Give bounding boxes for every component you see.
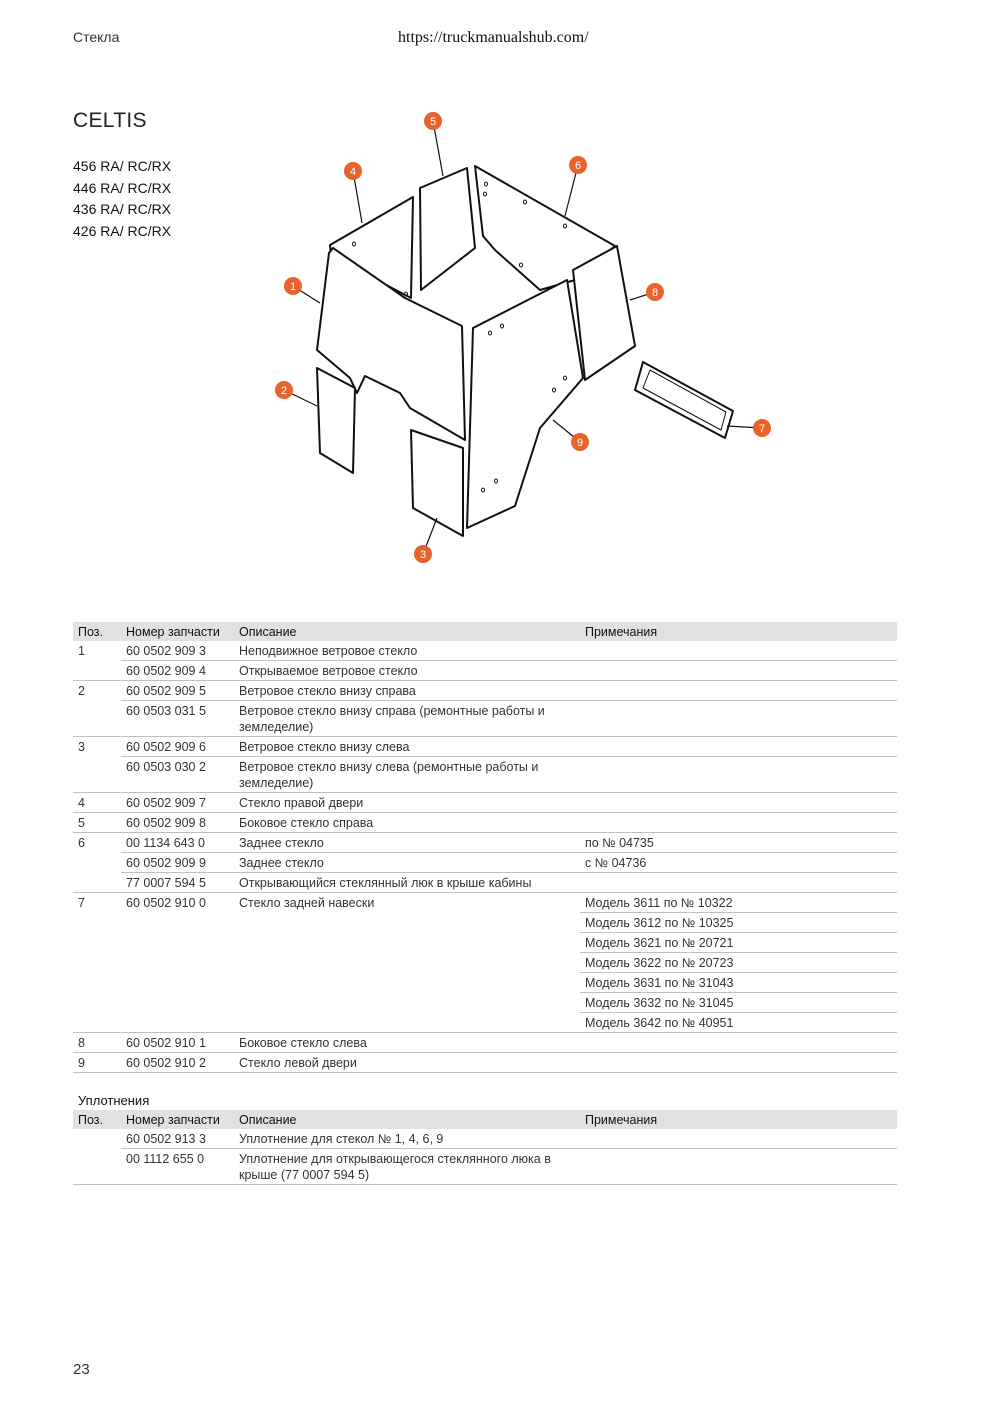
cell-desc: Стекло правой двери bbox=[234, 793, 580, 813]
cell-pos bbox=[73, 1129, 121, 1149]
model-item: 456 RA/ RC/RX bbox=[73, 158, 172, 174]
table-row bbox=[73, 737, 897, 757]
cell-note: Модель 3642 по № 40951 bbox=[580, 1013, 897, 1033]
col-part: Номер запчасти bbox=[121, 1110, 234, 1129]
cell-desc bbox=[234, 953, 580, 973]
table-row bbox=[73, 993, 897, 1013]
col-part: Номер запчасти bbox=[121, 622, 234, 641]
callout-9-icon bbox=[571, 433, 589, 451]
cell-part bbox=[121, 993, 234, 1013]
svg-text:8: 8 bbox=[651, 287, 659, 299]
cell-desc: Открывающийся стеклянный люк в крыше кабины bbox=[234, 873, 580, 893]
left-side-glass-shape bbox=[573, 246, 635, 380]
cell-desc: Ветровое стекло внизу слева bbox=[234, 737, 580, 757]
cell-part: 60 0502 909 6 bbox=[121, 737, 234, 757]
brand-title: CELTIS bbox=[73, 109, 147, 132]
cell-note: по № 04735 bbox=[580, 833, 897, 853]
cell-desc: Неподвижное ветровое стекло bbox=[234, 641, 580, 661]
cell-part: 60 0502 909 8 bbox=[121, 813, 234, 833]
lower-left-glass-shape bbox=[411, 430, 463, 536]
cell-note: Модель 3622 по № 20723 bbox=[580, 953, 897, 973]
cell-pos bbox=[73, 993, 121, 1013]
cell-part: 60 0502 909 9 bbox=[121, 853, 234, 873]
cell-desc: Ветровое стекло внизу слева (ремонтные работы и земледелие) bbox=[234, 757, 580, 793]
cell-part bbox=[121, 933, 234, 953]
cell-part: 60 0503 031 5 bbox=[121, 701, 234, 737]
cell-pos: 3 bbox=[78, 740, 85, 754]
cell-desc: Открываемое ветровое стекло bbox=[234, 661, 580, 681]
cell-pos bbox=[73, 1149, 121, 1185]
cell-pos: 7 bbox=[78, 896, 85, 910]
table-row bbox=[73, 873, 897, 893]
cell-part: 60 0502 910 2 bbox=[121, 1053, 234, 1073]
table-header-row bbox=[73, 622, 897, 641]
callout-1-icon bbox=[284, 277, 302, 295]
cell-part: 60 0502 909 5 bbox=[121, 681, 234, 701]
callout-4-icon bbox=[344, 162, 362, 180]
col-pos: Поз. bbox=[73, 1110, 121, 1129]
cell-pos: 2 bbox=[78, 684, 85, 698]
cell-part: 77 0007 594 5 bbox=[121, 873, 234, 893]
rear-hitch-glass-shape bbox=[635, 362, 733, 438]
model-list bbox=[73, 156, 171, 242]
cell-note bbox=[580, 1129, 897, 1149]
svg-text:2: 2 bbox=[280, 385, 288, 397]
cell-desc: Стекло задней навески bbox=[239, 896, 375, 910]
cell-note bbox=[580, 641, 897, 661]
table-row bbox=[73, 1129, 897, 1149]
cell-note bbox=[580, 1149, 897, 1185]
cell-pos bbox=[73, 873, 121, 893]
model-item: 426 RA/ RC/RX bbox=[73, 222, 172, 239]
cell-note bbox=[580, 701, 897, 737]
cell-note bbox=[580, 813, 897, 833]
cell-pos: 5 bbox=[73, 813, 121, 833]
cell-desc: Заднее стекло bbox=[234, 853, 580, 873]
cell-part bbox=[121, 973, 234, 993]
table-row bbox=[73, 893, 897, 913]
col-notes: Примечания bbox=[580, 1110, 897, 1129]
table-row bbox=[73, 973, 897, 993]
cell-note bbox=[580, 757, 897, 793]
cell-pos: 4 bbox=[73, 793, 121, 813]
source-url[interactable]: https://truckmanualshub.com/ bbox=[398, 29, 589, 46]
cell-pos: 9 bbox=[73, 1053, 121, 1073]
table-row bbox=[73, 1053, 897, 1073]
table-row bbox=[73, 757, 897, 793]
callout-6-icon bbox=[569, 156, 587, 174]
section-title: Стекла bbox=[73, 29, 120, 45]
callout-2-icon bbox=[275, 381, 293, 399]
svg-text:4: 4 bbox=[349, 166, 357, 178]
cell-part: 00 1134 643 0 bbox=[121, 833, 234, 853]
callout-3-icon bbox=[414, 545, 432, 563]
model-item: 446 RA/ RC/RX bbox=[73, 179, 172, 196]
cell-note bbox=[580, 681, 897, 701]
table-row bbox=[73, 641, 897, 661]
table-row bbox=[73, 1013, 897, 1033]
table-row bbox=[73, 853, 897, 873]
cab-glass-diagram bbox=[265, 108, 785, 578]
cell-pos bbox=[73, 661, 121, 681]
svg-text:7: 7 bbox=[758, 423, 766, 435]
col-desc: Описание bbox=[234, 622, 580, 641]
table-row bbox=[73, 833, 897, 853]
cell-note: Модель 3612 по № 10325 bbox=[580, 913, 897, 933]
svg-text:5: 5 bbox=[429, 116, 437, 128]
cell-desc: Боковое стекло справа bbox=[234, 813, 580, 833]
cell-part: 60 0503 030 2 bbox=[121, 757, 234, 793]
col-desc: Описание bbox=[234, 1110, 580, 1129]
cell-pos bbox=[73, 853, 121, 873]
cell-part: 60 0502 913 3 bbox=[121, 1129, 234, 1149]
cell-desc bbox=[234, 1013, 580, 1033]
cell-part bbox=[121, 953, 234, 973]
table-row bbox=[73, 813, 897, 833]
cell-desc bbox=[234, 913, 580, 933]
cell-note bbox=[580, 1053, 897, 1073]
cell-part bbox=[121, 1013, 234, 1033]
cell-desc: Боковое стекло слева bbox=[234, 1033, 580, 1053]
cell-note: Модель 3632 по № 31045 bbox=[580, 993, 897, 1013]
cell-pos bbox=[73, 913, 121, 933]
cell-desc: Ветровое стекло внизу справа bbox=[234, 681, 580, 701]
right-side-glass-shape bbox=[420, 168, 475, 290]
cell-desc bbox=[234, 993, 580, 1013]
cell-pos: 1 bbox=[78, 644, 85, 658]
cell-note: Модель 3631 по № 31043 bbox=[580, 973, 897, 993]
seals-title: Уплотнения bbox=[78, 1093, 150, 1108]
svg-text:6: 6 bbox=[574, 160, 582, 172]
cell-note bbox=[580, 873, 897, 893]
cell-note: Модель 3611 по № 10322 bbox=[580, 893, 897, 913]
cell-pos bbox=[73, 953, 121, 973]
cell-note bbox=[580, 661, 897, 681]
cell-pos bbox=[73, 757, 121, 793]
seals-table bbox=[73, 1110, 897, 1185]
table-row bbox=[73, 701, 897, 737]
cell-part: 60 0502 909 3 bbox=[121, 641, 234, 661]
table-row bbox=[73, 933, 897, 953]
cell-note bbox=[580, 793, 897, 813]
cell-pos bbox=[73, 1013, 121, 1033]
table-row bbox=[73, 913, 897, 933]
cell-pos: 8 bbox=[73, 1033, 121, 1053]
cell-desc bbox=[234, 973, 580, 993]
svg-text:9: 9 bbox=[576, 437, 584, 449]
table-row bbox=[73, 661, 897, 681]
cell-part: 60 0502 910 1 bbox=[121, 1033, 234, 1053]
cell-part bbox=[121, 913, 234, 933]
model-item: 436 RA/ RC/RX bbox=[73, 201, 172, 217]
cell-pos bbox=[73, 973, 121, 993]
cell-note: с № 04736 bbox=[580, 853, 897, 873]
table-row bbox=[73, 681, 897, 701]
svg-text:1: 1 bbox=[289, 281, 297, 293]
cell-desc: Уплотнение для стекол № 1, 4, 6, 9 bbox=[234, 1129, 580, 1149]
cell-pos bbox=[73, 933, 121, 953]
table-row bbox=[73, 1149, 897, 1185]
col-notes: Примечания bbox=[580, 622, 897, 641]
cell-note bbox=[580, 1033, 897, 1053]
cell-part: 60 0502 910 0 bbox=[126, 896, 206, 910]
cell-note bbox=[580, 737, 897, 757]
table-row bbox=[73, 1033, 897, 1053]
table-header-row bbox=[73, 1110, 897, 1129]
cell-desc: Стекло левой двери bbox=[234, 1053, 580, 1073]
callout-8-icon bbox=[646, 283, 664, 301]
cell-desc bbox=[234, 933, 580, 953]
col-pos: Поз. bbox=[73, 622, 121, 641]
svg-text:3: 3 bbox=[419, 549, 427, 561]
cell-desc: Уплотнение для открывающегося стеклянного люка в крыше (77 0007 594 5) bbox=[234, 1149, 580, 1185]
page-number: 23 bbox=[73, 1361, 90, 1378]
cell-part: 00 1112 655 0 bbox=[121, 1149, 234, 1185]
cell-note: Модель 3621 по № 20721 bbox=[580, 933, 897, 953]
cell-part: 60 0502 909 4 bbox=[121, 661, 234, 681]
cell-desc: Ветровое стекло внизу справа (ремонтные работы и земледелие) bbox=[234, 701, 580, 737]
parts-body bbox=[73, 641, 897, 1073]
callout-5-icon bbox=[424, 112, 442, 130]
lower-right-glass-shape bbox=[317, 368, 355, 473]
table-row bbox=[73, 953, 897, 973]
parts-table bbox=[73, 622, 897, 1073]
table-row bbox=[73, 793, 897, 813]
cell-pos: 6 bbox=[78, 836, 85, 850]
cell-pos bbox=[73, 701, 121, 737]
callout-7-icon bbox=[753, 419, 771, 437]
cell-part: 60 0502 909 7 bbox=[121, 793, 234, 813]
cell-desc: Заднее стекло bbox=[234, 833, 580, 853]
seals-body bbox=[73, 1129, 897, 1185]
